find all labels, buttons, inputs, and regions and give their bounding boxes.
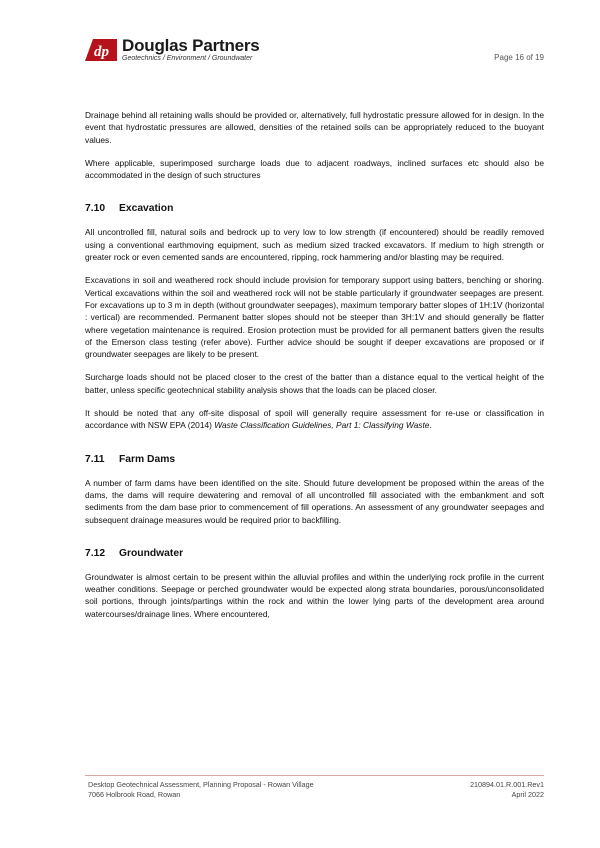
section-title: Excavation — [119, 203, 174, 215]
paragraph-drainage: Drainage behind all retaining walls should be provided or, alternatively, full hydrostatic pressure allowed for in design. In the event that hydrostatic pressures are allowed, densities of the retained soils can be appropriately reduced to the buoyant values. — [85, 110, 544, 145]
paragraph-excavation-4 — [85, 407, 544, 432]
paragraph-excavation-3: Surcharge loads should not be placed closer to the crest of the batter than a distance equal to the vertical height of the batter, unless specific geotechnical stability analysis shows that the loads can be placed closer. — [85, 372, 544, 395]
section-title: Farm Dams — [119, 453, 176, 465]
section-number: 7.11 — [85, 453, 105, 465]
section-number: 7.12 — [85, 547, 106, 559]
company-name: Douglas Partners — [122, 36, 260, 55]
paragraph-surcharge: Where applicable, superimposed surcharge loads due to adjacent roadways, inclined surfaces etc should also be accommodated in the design of such structures — [85, 157, 544, 181]
report-title: Desktop Geotechnical Assessment, Planning Proposal - Rowan Village — [88, 780, 314, 789]
text-run: It should be noted that any off-site disposal of spoil will generally require assessment for re-use or classification in accordance with NSW EPA (2014) — [85, 408, 544, 431]
section-heading-excavation — [85, 203, 544, 214]
footer-left — [88, 780, 314, 799]
report-number: 210894.01.R.001.Rev1 — [470, 780, 544, 789]
section-heading-groundwater — [85, 548, 544, 559]
section-title: Groundwater — [119, 547, 184, 559]
section-heading-farm-dams — [85, 454, 544, 465]
document-body — [85, 109, 544, 631]
paragraph-excavation-1: All uncontrolled fill, natural soils and bedrock up to very low to low strength (if encountered) should be readily removed using a conventional earthmoving equipment, such as medium sized tracked excavators. If medium to high strength or greater rock or even cemented sands are encountered, ripping, rock hammering and/or blasting may be required. — [85, 227, 544, 263]
paragraph-groundwater: Groundwater is almost certain to be present within the alluvial profiles and within the underlying rock profile in the current weather conditions. Seepage or perched groundwater would be expected along strata boundaries, porous/unconsolidated soil portions, through joints/partings within the rock and within the lower lying parts of the development area around watercourses/drainage lines. Where encountered, — [85, 571, 544, 619]
section-number: 7.10 — [85, 203, 106, 215]
page-header — [84, 38, 544, 68]
douglas-partners-logo-icon — [84, 38, 118, 62]
publication-title: Waste Classification Guidelines, Part 1: Classifying Waste — [214, 420, 430, 431]
report-date: April 2022 — [511, 789, 544, 799]
footer-divider — [85, 775, 544, 776]
site-address: 7066 Holbrook Road, Rowan — [88, 789, 181, 799]
paragraph-farm-dams: A number of farm dams have been identified on the site. Should future development be proposed within the areas of the dams, the dams will require dewatering and removal of all uncontrolled fill associated with the embankment and soft sediments from the dam base prior to commencement of fill operations. An assessment of any groundwater seepages and subsequent drainage measures would be required prior to backfilling. — [85, 477, 544, 525]
text-run: . — [429, 420, 432, 431]
paragraph-excavation-2: Excavations in soil and weathered rock should include provision for temporary support using batters, benching or shoring. Vertical excavations within the soil and weathered rock will not be stable particularly if groundwater seepages are present. For excavations up to 3 m in depth (without groundwater seepages), maximum temporary batter slopes of 1H:1V (horizontal : vertical) are recommended. Permanent batter slopes should not be steeper than 3H:1V and should generally be flatter where vegetation maintenance is required. Erosion protection must be provided for all permanent batters given the results of the Emerson class testing (refer above). Further advice should be sought if deeper excavations are proposed or if groundwater seepages are likely to be present. — [85, 275, 544, 360]
svg-text:dp: dp — [94, 44, 109, 60]
company-tagline: Geotechnics / Environment / Groundwater — [122, 55, 253, 62]
footer-right — [470, 780, 544, 799]
page-number: Page 16 of 19 — [494, 53, 544, 62]
